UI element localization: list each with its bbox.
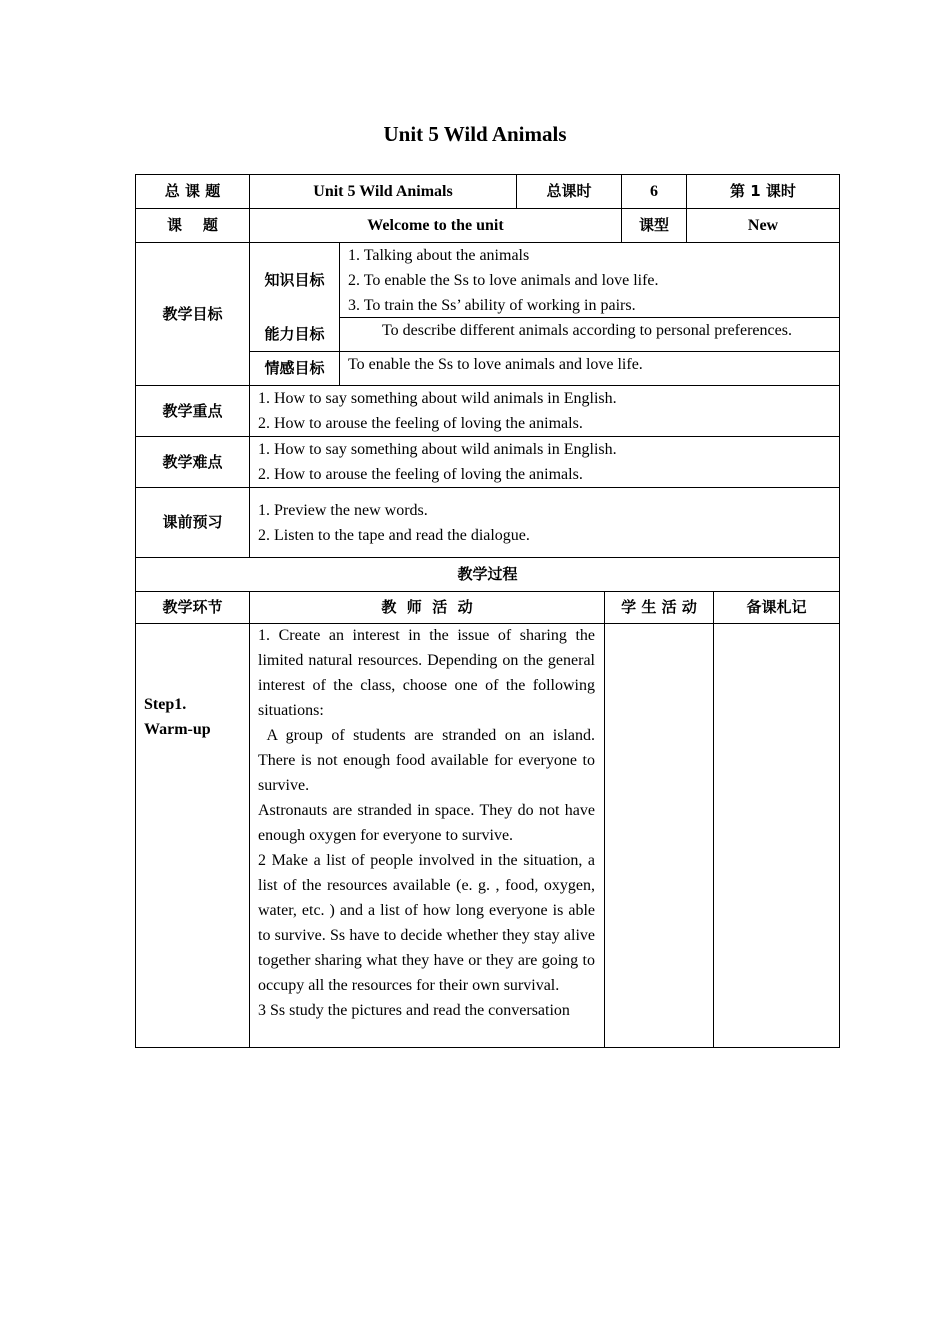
teacher-paragraph: 1. Create an interest in the issue of sharing the limited natural resources. Depending on the general interest of the class, choose one of the following situations: [258, 627, 595, 719]
teacher-activity [258, 623, 599, 1047]
topic-value: Unit 5 Wild Animals [313, 183, 453, 200]
total-periods-value: 6 [650, 183, 658, 200]
student-activity [605, 624, 713, 1047]
col-teacher: 教 师 活 动 [381, 598, 473, 616]
label-lesson: 课 题 [167, 216, 218, 234]
knowledge-item: 1. Talking about the animals [348, 247, 530, 264]
difficult-point-item: 1. How to say something about wild animals in English. [258, 441, 617, 458]
teacher-paragraph: Astronauts are stranded in space. They do not have enough oxygen for everyone to survive. [258, 802, 595, 844]
lesson-value: Welcome to the unit [367, 217, 504, 234]
document-title: Unit 5 Wild Animals [383, 122, 567, 146]
label-objectives: 教学目标 [162, 304, 223, 323]
col-step: 教学环节 [162, 598, 223, 616]
difficult-point-item: 2. How to arouse the feeling of loving the animals. [258, 466, 583, 483]
label-key-points: 教学重点 [162, 401, 223, 420]
teacher-paragraph: 3 Ss study the pictures and read the conversation [258, 1002, 570, 1019]
ability-value: To describe different animals according to personal preferences. [382, 322, 792, 339]
label-preview: 课前预习 [162, 513, 223, 531]
preview-item: 1. Preview the new words. [258, 501, 428, 519]
col-notes: 备课札记 [746, 598, 807, 616]
key-points-list [258, 386, 838, 436]
label-total-periods: 总课时 [546, 182, 592, 200]
period-value: 第 1 课时 [730, 182, 796, 200]
label-ability: 能力目标 [264, 325, 325, 343]
step1-number: Step1. [144, 696, 187, 713]
key-point-item: 2. How to arouse the feeling of loving the animals. [258, 415, 583, 432]
knowledge-item: 2. To enable the Ss to love animals and love life. [348, 272, 659, 289]
knowledge-item: 3. To train the Ss’ ability of working in pairs. [348, 297, 636, 314]
knowledge-list [348, 243, 838, 317]
label-emotion: 情感目标 [264, 359, 325, 377]
label-difficult-points: 教学难点 [162, 452, 223, 471]
label-knowledge: 知识目标 [264, 270, 325, 289]
col-student: 学 生 活 动 [621, 598, 697, 616]
teacher-paragraph: A group of students are stranded on an island. There is not enough food available for everyone to survive. [258, 727, 599, 794]
label-type: 课型 [638, 216, 669, 234]
difficult-points-list [258, 437, 838, 487]
label-topic: 总 课 题 [164, 182, 221, 200]
type-value: New [747, 217, 779, 234]
teacher-paragraph: 2 Make a list of people involved in the situation, a list of the resources available (e. g. , food, oxygen, water, etc. ) and a list of how long everyone is able to survive. Ss have to decide whether they stay alive together sharing what they have or they are going to occupy all the resources for their own survival. [258, 852, 595, 994]
lesson-notes [714, 624, 839, 1047]
emotion-value: To enable the Ss to love animals and love life. [348, 356, 643, 373]
key-point-item: 1. How to say something about wild animals in English. [258, 390, 617, 407]
label-process: 教学过程 [457, 565, 518, 583]
preview-item: 2. Listen to the tape and read the dialogue. [258, 526, 530, 544]
step1-name: Warm-up [144, 721, 211, 738]
preview-list [258, 488, 838, 557]
step1-label [144, 692, 244, 742]
